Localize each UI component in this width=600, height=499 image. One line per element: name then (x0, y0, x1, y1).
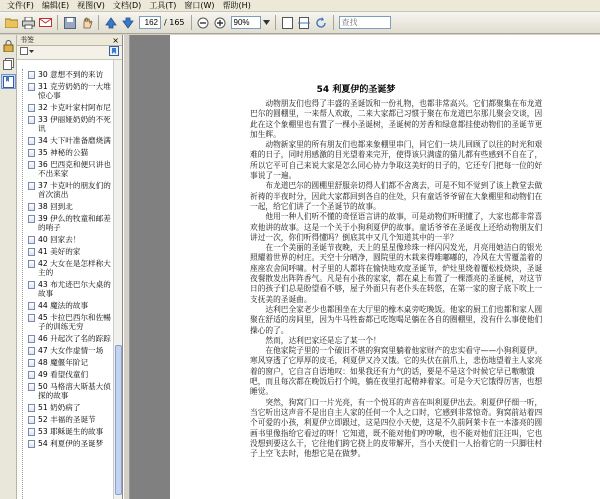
menu-tools[interactable]: 工具(T) (149, 1, 177, 10)
bookmark-page-icon (28, 104, 35, 112)
paragraph: 他用一种人们听不懂的奇怪语言讲的故事，可是动物们听明懂了，大家也都非常喜欢他讲的故事。这是一个关于小狗利夏伊的故事。童话爷爷在圣诞夜上还给动物朋友们讲过一次，你们听得懂吗？倒底其中又几个知道其中的一半？ (250, 212, 543, 242)
bookmark-item[interactable] (28, 82, 114, 100)
bookmark-item-label: 44 魔法的故事 (38, 301, 89, 310)
paragraph: 在他家院子里的一个破旧不堪的狗窝里躺着他家财产的忠实看守——小狗利夏伊。寒风穿透了它厚厚的皮毛，利夏伊又冷又饿。它的头伏在前爪上，悲伤地望着主人家亮着的窗户，它自言自语地叹：如果我还有力气的话，要是不是这个时候它早已嗷嗷饿吧，而且每次都在晚饭后打个盹，躺在夜里打起精神着家。可是今天它饿得厉害，也想睡觉。 (250, 346, 543, 397)
bookmark-item-label: 35 神秘的公猫 (38, 148, 89, 157)
bookmark-page-icon (28, 383, 35, 391)
menu-document[interactable]: 文档(D) (112, 1, 142, 10)
toolbar-separator (333, 15, 334, 30)
pages-icon[interactable] (1, 56, 16, 71)
bookmark-item-label: 45 卡拉巴西尔和佐暢子的训练无穷 (38, 313, 111, 331)
chapter-title: 54 利夏伊的圣诞梦 (316, 85, 396, 95)
bookmark-page-icon (28, 416, 35, 424)
bookmark-page-icon (28, 149, 35, 157)
hand-tool-icon[interactable] (79, 15, 94, 30)
menu-view[interactable]: 视图(V) (77, 1, 105, 10)
bookmark-page-icon (28, 404, 35, 412)
bookmarks-panel-header (17, 35, 122, 46)
bookmark-item[interactable] (28, 259, 114, 277)
toolbar-separator (57, 15, 58, 30)
bookmark-item-label: 32 卡克叶家村阿布尼 (38, 103, 111, 112)
bookmark-item-label: 36 巴西克和便只讲也不出来家 (38, 160, 111, 178)
bookmark-item[interactable] (28, 181, 114, 199)
bookmark-item-label: 50 马格溶大斯基大侦探的故事 (38, 382, 111, 400)
paragraph: 达利巴全家老少也都围坐在大厅里的橡木桌旁吃晚饭。他家的厨工们也都和家人圆聚在舒适的房间里，因为牛马牲畜都已吃饱喝足躺在各自的圈棚里，没有什么事使他们操心的了。 (250, 304, 543, 335)
page-total-label: / 165 (164, 18, 185, 27)
bookmark-item-label: 53 耶稣诞生的故事 (38, 427, 104, 436)
bookmark-item-label: 37 卡克叶的朋友们的首次演出 (38, 181, 111, 199)
prev-page-icon[interactable] (103, 15, 118, 30)
panel-splitter[interactable] (123, 35, 130, 499)
page-number-input[interactable] (139, 16, 161, 29)
bookmark-item[interactable] (28, 160, 114, 178)
bookmark-page-icon (28, 116, 35, 124)
bookmark-page-icon (28, 428, 35, 436)
navigation-strip (0, 35, 17, 499)
bookmark-page-icon (28, 71, 35, 79)
bookmarks-tab-icon[interactable] (1, 74, 16, 89)
bookmark-item[interactable] (28, 235, 114, 244)
paragraph: 突然，狗窝门口一片光亮，有一个悦耳的声音在叫利夏伊出去。利夏伊仔细一听，当它听出这声音不是出自主人家的任何一个人之口时，它感到非常惊奇。狗窝前站着四个可爱的小孩，利夏伊立即跟过，这是四位小天使，这是不久前阿莱卡在一本漆亮的圆画书里像指给它看过的呀！它知道，既不能对他们哼哼啾，也不能对他们汪汪叫，它也没想到要这么干，它往他们跨它挠上的皮带解开，当小天使们一人抬着它的一只脚往村子上空飞去时，他想它是在做梦。 (250, 397, 543, 459)
email-icon[interactable] (38, 15, 53, 30)
document-view (130, 35, 600, 499)
bookmark-item[interactable] (28, 370, 114, 379)
new-bookmark-icon[interactable] (109, 46, 119, 59)
bookmark-item-label: 38 回到北 (38, 202, 73, 211)
menu-edit[interactable]: 编辑(E) (41, 1, 70, 10)
bookmark-item[interactable] (28, 70, 114, 79)
bookmark-page-icon (28, 302, 35, 310)
bookmark-item[interactable] (28, 334, 114, 343)
bookmark-item-label: 47 大女作虚情一场 (38, 346, 104, 355)
bookmark-page-icon (28, 314, 35, 322)
bookmark-page-icon (28, 347, 35, 355)
page-body (250, 99, 543, 459)
options-menu-icon[interactable] (20, 46, 34, 59)
toolbar-separator (275, 15, 276, 30)
bookmark-item[interactable] (28, 439, 114, 448)
zoom-dropdown-icon[interactable] (262, 15, 271, 30)
bookmark-page-icon (28, 83, 35, 91)
bookmark-item[interactable] (28, 202, 114, 211)
menu-bar (0, 0, 600, 12)
bookmark-item-label: 46 升起次了名的踪踪 (38, 334, 111, 343)
paragraph: 布龙道巴尔的圆棚里舒服亲切得人们都不舍离去，可是不知不觉到了该上教堂去做祈祷的半夜时分，因此大家都回到各自的住处，只有童话爷爷留在大象棚里和动物们在一起，给它们讲了一个圣诞节的故事。 (250, 181, 543, 211)
bookmark-item[interactable] (28, 427, 114, 436)
bookmark-page-icon (28, 182, 35, 190)
bookmark-item-label: 43 布尤迹巴尔大桌的故事 (38, 280, 111, 298)
bookmark-page-icon (28, 440, 35, 448)
bookmark-item[interactable] (28, 403, 114, 412)
menu-file[interactable]: 文件(F) (7, 1, 34, 10)
bookmark-item[interactable] (28, 415, 114, 424)
bookmark-page-icon (28, 248, 35, 256)
bookmark-page-icon (28, 137, 35, 145)
bookmark-item-label: 54 利夏伊的圣诞梦 (38, 439, 104, 448)
bookmark-item[interactable] (28, 358, 114, 367)
bookmark-page-icon (28, 215, 35, 223)
bookmark-item[interactable] (28, 247, 114, 256)
bookmark-item-label: 42 大女在是怎样称大主的 (38, 259, 111, 277)
bookmark-item[interactable] (28, 382, 114, 400)
bookmark-item-label: 31 克劳奶奶的一大堆惊心事 (38, 82, 111, 100)
bookmark-item-label: 30 意想不到的来访 (38, 70, 104, 79)
bookmark-item[interactable] (28, 148, 114, 157)
scrollbar-thumb[interactable] (115, 345, 122, 495)
zoom-out-icon[interactable] (196, 15, 211, 30)
bookmark-item[interactable] (28, 136, 114, 145)
paragraph: 然而，达利巴家还是忘了某一个！ (265, 335, 381, 345)
bookmark-page-icon (28, 359, 35, 367)
menu-help[interactable]: 帮助(H) (222, 1, 251, 10)
bookmark-item[interactable] (28, 103, 114, 112)
bookmark-item[interactable] (28, 214, 114, 232)
bookmark-item-label: 33 伊丽娅奶奶的不死讯 (38, 115, 111, 133)
toolbar-separator (191, 15, 192, 30)
save-icon[interactable] (62, 15, 77, 30)
bookmarks-panel (17, 35, 123, 499)
bookmark-item[interactable] (28, 346, 114, 355)
next-page-icon[interactable] (120, 15, 135, 30)
bookmark-item-label: 52 丰福的圣诞节 (38, 415, 96, 424)
bookmark-item-label: 49 看望伐童们 (38, 370, 89, 379)
bookmarks-toolbar (17, 46, 122, 60)
toolbar-separator (98, 15, 99, 30)
bookmarks-panel-title: 书签 (20, 36, 34, 44)
bookmark-page-icon (28, 371, 35, 379)
toolbar (0, 12, 600, 34)
bookmark-item[interactable] (28, 115, 114, 133)
bookmark-page-icon (28, 161, 35, 169)
bookmark-page-icon (28, 236, 35, 244)
bookmarks-scrollbar[interactable] (113, 60, 122, 499)
search-input[interactable] (339, 16, 391, 29)
bookmark-item-label: 40 回家去！ (38, 235, 81, 244)
bookmark-page-icon (28, 335, 35, 343)
bookmark-page-icon (28, 203, 35, 211)
bookmark-item-label: 41 美好的家 (38, 247, 81, 256)
bookmark-page-icon (28, 260, 35, 268)
bookmark-page-icon (28, 281, 35, 289)
bookmark-item-label: 39 伊么的牧童和邮差的哨子 (38, 214, 111, 232)
fit-page-icon[interactable] (280, 15, 295, 30)
pdf-page (170, 35, 600, 499)
bookmark-item-label: 48 魔偃年阶记 (38, 358, 89, 367)
bookmark-item-label: 34 大下叶准备磨烧满 (38, 136, 111, 145)
zoom-level-input[interactable] (231, 16, 261, 29)
paragraph: 动物新家里的所有朋友们也都来象棚里串门，同它们一块儿回顾了以往的时光和艰难的日子，同时用感激的目光望着来完开，使得该只满虚的猫儿都有些感到不自在了，所以它平可自己来说大家是怎么同心协力争取这美好的日子的，它还专门把每一位的好事说了一遍。 (250, 140, 543, 181)
open-folder-icon[interactable] (4, 15, 19, 30)
bookmark-item-label: 51 奶奶病了 (38, 403, 81, 412)
bookmark-item[interactable] (28, 301, 114, 310)
rotate-icon[interactable] (314, 15, 329, 30)
paragraph: 动物朋友们也得了丰盛的圣诞饭和一份礼物，也都非常高兴。它们都聚集在布龙道巴尔的圆棚里，一来帮人欢敢，二来大家都已习惯于聚在布龙道巴尔那儿聚会交谈，因此在这个象棚里也有置了一棵小圣诞树，圣诞树的芳香和绿意都挂使动物们的圣诞节更加生辉。 (250, 99, 543, 139)
fit-width-icon[interactable] (297, 15, 312, 30)
menu-window[interactable]: 窗口(W) (184, 1, 215, 10)
close-panel-icon[interactable]: × (112, 35, 119, 45)
zoom-in-icon[interactable] (213, 15, 228, 30)
bookmark-item[interactable] (28, 313, 114, 331)
paragraph: 在一个美丽的圣诞节夜晚，天上的星星像珍珠一样闪闪发光，月亮用她洁白的银光照耀着世界的村庄。天空十分晴净，圆院里的木栽来得唯嘟嘟的，冷风在大雪覆盖着的座座农舍间呼啸。村子里的人都将在愉快地欢度圣诞节，炉灶里烧着覆松枝烧块，圣诞夜餐散发出阵阵香气。凡是有小孩的家家，都在桌上布置了一棵漂亮的圣诞树，对这节日的孩子们总是盼望看不够，屋子外面只有老仆头在转悠，在第一家的窗子底下吹上一支抚美的圣诞曲。 (250, 243, 543, 304)
bookmark-item[interactable] (28, 280, 114, 298)
print-icon[interactable] (21, 15, 36, 30)
bookmarks-list (17, 60, 114, 499)
lock-icon[interactable] (1, 38, 16, 53)
